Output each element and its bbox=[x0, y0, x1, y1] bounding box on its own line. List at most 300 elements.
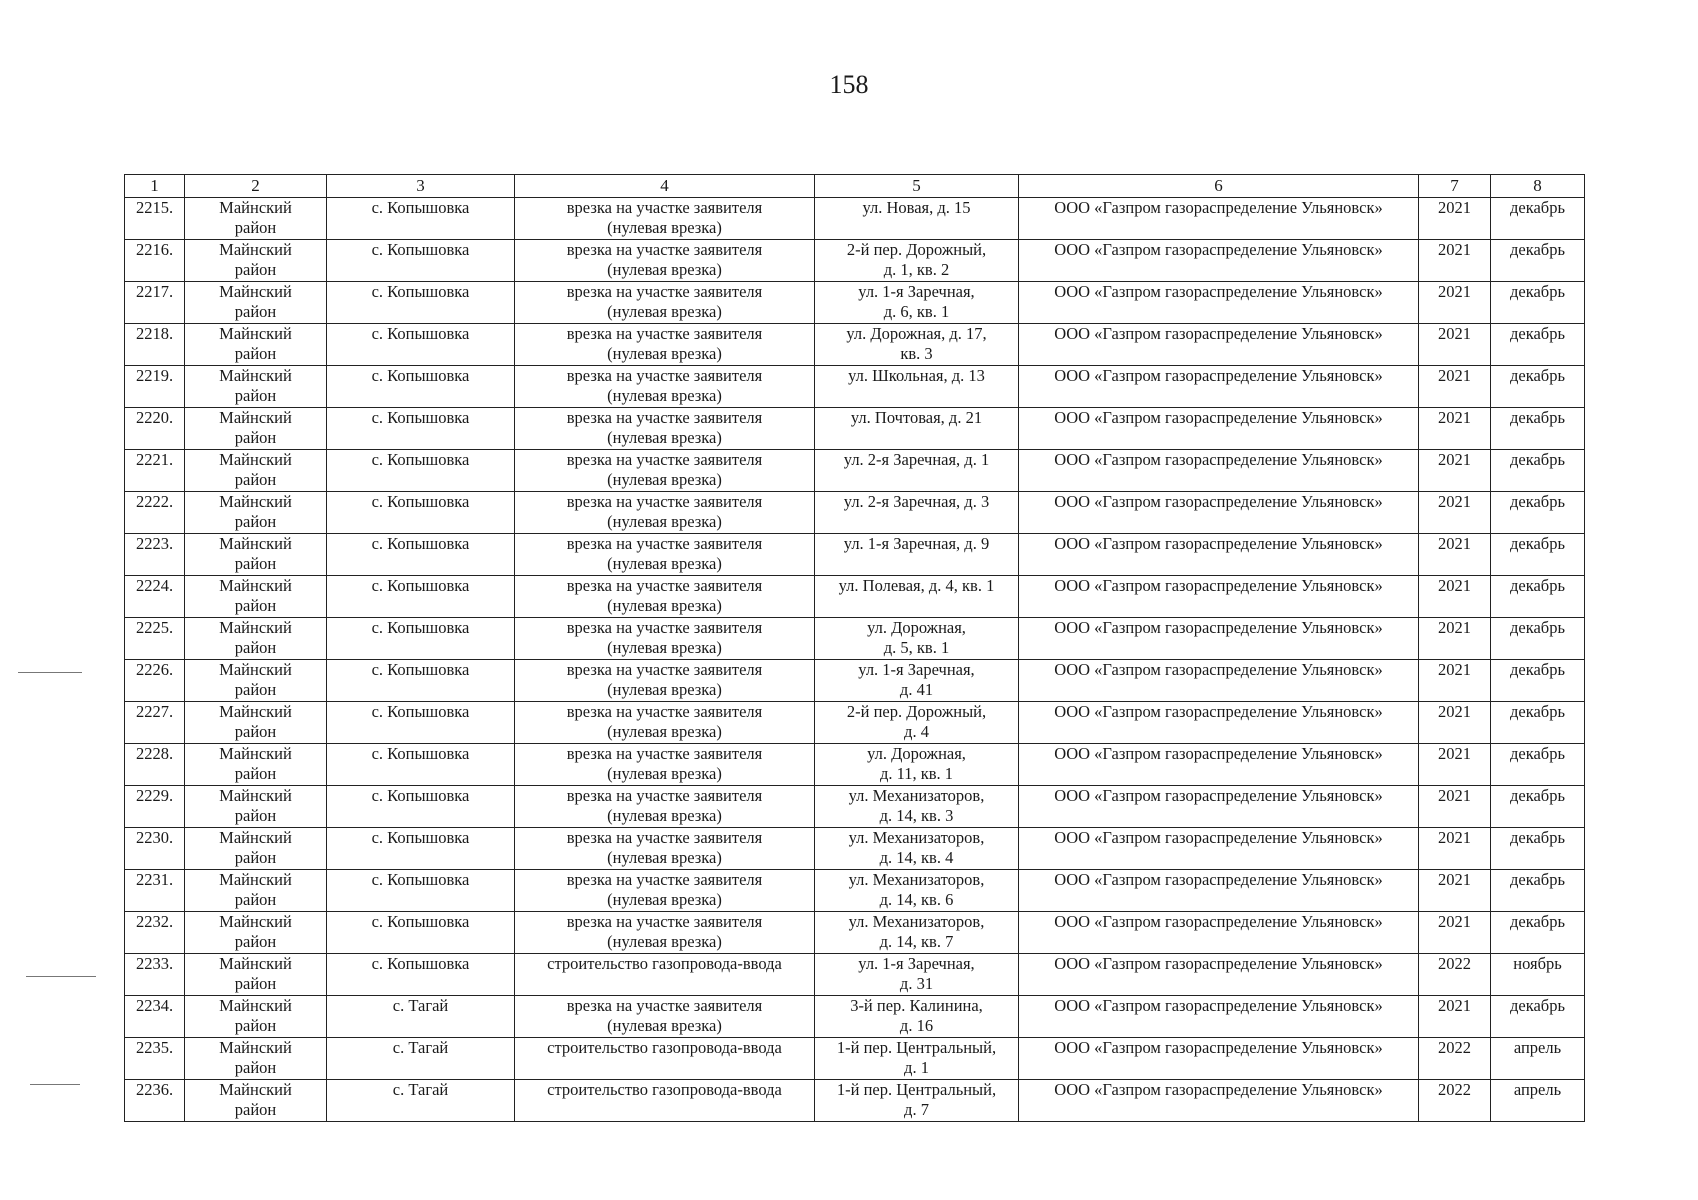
cell-month: декабрь bbox=[1491, 450, 1585, 492]
cell-organization: ООО «Газпром газораспределение Ульяновск» bbox=[1019, 828, 1419, 870]
cell-address bbox=[815, 870, 1019, 912]
work-line: врезка на участке заявителя bbox=[566, 240, 763, 259]
address-line: д. 41 bbox=[899, 680, 934, 699]
cell-locality: с. Копышовка bbox=[327, 198, 515, 240]
cell-address bbox=[815, 912, 1019, 954]
cell-year: 2022 bbox=[1419, 1038, 1491, 1080]
work-line: врезка на участке заявителя bbox=[566, 366, 763, 385]
col-header: 7 bbox=[1419, 175, 1491, 198]
cell-organization: ООО «Газпром газораспределение Ульяновск» bbox=[1019, 576, 1419, 618]
col-header: 5 bbox=[815, 175, 1019, 198]
table-row bbox=[125, 702, 1585, 744]
work-line: (нулевая врезка) bbox=[607, 596, 722, 615]
address-line: ул. 1-я Заречная, д. 9 bbox=[843, 534, 990, 553]
address-line: ул. Механизаторов, bbox=[848, 870, 985, 889]
cell-year: 2021 bbox=[1419, 534, 1491, 576]
address-line: д. 6, кв. 1 bbox=[883, 302, 950, 321]
work-line: врезка на участке заявителя bbox=[566, 618, 763, 637]
cell-organization: ООО «Газпром газораспределение Ульяновск» bbox=[1019, 996, 1419, 1038]
cell-district bbox=[185, 492, 327, 534]
cell-number: 2221. bbox=[125, 450, 185, 492]
page-number: 158 bbox=[829, 70, 869, 99]
cell-district bbox=[185, 660, 327, 702]
work-line: (нулевая врезка) bbox=[607, 512, 722, 531]
cell-work-type bbox=[515, 450, 815, 492]
table-row bbox=[125, 744, 1585, 786]
table-row bbox=[125, 324, 1585, 366]
table-row bbox=[125, 282, 1585, 324]
cell-district bbox=[185, 198, 327, 240]
cell-address bbox=[815, 618, 1019, 660]
work-line: (нулевая врезка) bbox=[607, 428, 722, 447]
cell-year: 2021 bbox=[1419, 870, 1491, 912]
cell-address bbox=[815, 954, 1019, 996]
district-line: Майнский bbox=[219, 912, 292, 931]
cell-organization: ООО «Газпром газораспределение Ульяновск» bbox=[1019, 912, 1419, 954]
cell-address bbox=[815, 702, 1019, 744]
district-line: район bbox=[234, 764, 277, 783]
work-line: строительство газопровода-ввода bbox=[547, 954, 782, 973]
cell-address bbox=[815, 492, 1019, 534]
cell-locality: с. Копышовка bbox=[327, 450, 515, 492]
table-row bbox=[125, 618, 1585, 660]
address-line: д. 7 bbox=[904, 1100, 929, 1119]
cell-locality: с. Копышовка bbox=[327, 744, 515, 786]
cell-number: 2225. bbox=[125, 618, 185, 660]
address-line: ул. Дорожная, bbox=[867, 744, 966, 763]
cell-year: 2021 bbox=[1419, 702, 1491, 744]
address-line: 2-й пер. Дорожный, bbox=[846, 702, 987, 721]
cell-work-type bbox=[515, 324, 815, 366]
work-line: врезка на участке заявителя bbox=[566, 786, 763, 805]
cell-address bbox=[815, 450, 1019, 492]
district-line: Майнский bbox=[219, 366, 292, 385]
cell-number: 2218. bbox=[125, 324, 185, 366]
cell-address bbox=[815, 1080, 1019, 1122]
cell-month: апрель bbox=[1491, 1080, 1585, 1122]
work-line: (нулевая врезка) bbox=[607, 932, 722, 951]
address-line: ул. Механизаторов, bbox=[848, 786, 985, 805]
table-row bbox=[125, 954, 1585, 996]
cell-work-type bbox=[515, 198, 815, 240]
cell-work-type bbox=[515, 786, 815, 828]
cell-number: 2230. bbox=[125, 828, 185, 870]
cell-locality: с. Копышовка bbox=[327, 366, 515, 408]
work-line: (нулевая врезка) bbox=[607, 470, 722, 489]
cell-month: ноябрь bbox=[1491, 954, 1585, 996]
cell-year: 2021 bbox=[1419, 660, 1491, 702]
scan-mark bbox=[30, 1084, 80, 1085]
district-line: Майнский bbox=[219, 1038, 292, 1057]
cell-address bbox=[815, 660, 1019, 702]
district-line: Майнский bbox=[219, 660, 292, 679]
address-line: ул. Дорожная, д. 17, bbox=[846, 324, 987, 343]
cell-district bbox=[185, 282, 327, 324]
cell-month: декабрь bbox=[1491, 702, 1585, 744]
table-row bbox=[125, 198, 1585, 240]
address-line: ул. 2-я Заречная, д. 1 bbox=[843, 450, 990, 469]
cell-number: 2223. bbox=[125, 534, 185, 576]
cell-district bbox=[185, 996, 327, 1038]
address-line: ул. Почтовая, д. 21 bbox=[850, 408, 983, 427]
district-line: район bbox=[234, 722, 277, 741]
cell-district bbox=[185, 408, 327, 450]
cell-month: декабрь bbox=[1491, 576, 1585, 618]
cell-number: 2215. bbox=[125, 198, 185, 240]
district-line: район bbox=[234, 470, 277, 489]
cell-year: 2021 bbox=[1419, 744, 1491, 786]
work-line: строительство газопровода-ввода bbox=[547, 1080, 782, 1099]
work-line: (нулевая врезка) bbox=[607, 386, 722, 405]
work-line: (нулевая врезка) bbox=[607, 218, 722, 237]
cell-year: 2021 bbox=[1419, 240, 1491, 282]
cell-number: 2227. bbox=[125, 702, 185, 744]
cell-organization: ООО «Газпром газораспределение Ульяновск» bbox=[1019, 366, 1419, 408]
table-row bbox=[125, 912, 1585, 954]
cell-address bbox=[815, 198, 1019, 240]
district-line: район bbox=[234, 1016, 277, 1035]
address-line: ул. 2-я Заречная, д. 3 bbox=[843, 492, 990, 511]
work-line: (нулевая врезка) bbox=[607, 806, 722, 825]
col-header: 4 bbox=[515, 175, 815, 198]
cell-district bbox=[185, 324, 327, 366]
register-table bbox=[124, 174, 1585, 1122]
cell-month: декабрь bbox=[1491, 240, 1585, 282]
work-line: врезка на участке заявителя bbox=[566, 576, 763, 595]
address-line: 3-й пер. Калинина, bbox=[850, 996, 983, 1015]
address-line: д. 1 bbox=[904, 1058, 929, 1077]
district-line: Майнский bbox=[219, 786, 292, 805]
table-row bbox=[125, 660, 1585, 702]
cell-address bbox=[815, 324, 1019, 366]
address-line: д. 14, кв. 3 bbox=[879, 806, 954, 825]
address-line: д. 14, кв. 6 bbox=[879, 890, 954, 909]
work-line: врезка на участке заявителя bbox=[566, 198, 763, 217]
district-line: Майнский bbox=[219, 1080, 292, 1099]
cell-organization: ООО «Газпром газораспределение Ульяновск» bbox=[1019, 324, 1419, 366]
address-line: д. 14, кв. 4 bbox=[879, 848, 954, 867]
address-line: ул. Механизаторов, bbox=[848, 828, 985, 847]
work-line: врезка на участке заявителя bbox=[566, 870, 763, 889]
cell-number: 2222. bbox=[125, 492, 185, 534]
address-line: ул. 1-я Заречная, bbox=[858, 282, 975, 301]
cell-number: 2224. bbox=[125, 576, 185, 618]
table-row bbox=[125, 576, 1585, 618]
cell-number: 2232. bbox=[125, 912, 185, 954]
cell-district bbox=[185, 450, 327, 492]
district-line: Майнский bbox=[219, 198, 292, 217]
cell-month: декабрь bbox=[1491, 996, 1585, 1038]
work-line: (нулевая врезка) bbox=[607, 1016, 722, 1035]
cell-locality: с. Тагай bbox=[327, 1038, 515, 1080]
cell-organization: ООО «Газпром газораспределение Ульяновск» bbox=[1019, 198, 1419, 240]
cell-organization: ООО «Газпром газораспределение Ульяновск» bbox=[1019, 408, 1419, 450]
district-line: район bbox=[234, 890, 277, 909]
cell-month: декабрь bbox=[1491, 198, 1585, 240]
cell-month: декабрь bbox=[1491, 282, 1585, 324]
cell-address bbox=[815, 786, 1019, 828]
cell-address bbox=[815, 576, 1019, 618]
cell-locality: с. Копышовка bbox=[327, 660, 515, 702]
cell-organization: ООО «Газпром газораспределение Ульяновск» bbox=[1019, 492, 1419, 534]
cell-work-type bbox=[515, 828, 815, 870]
cell-address bbox=[815, 282, 1019, 324]
cell-number: 2233. bbox=[125, 954, 185, 996]
cell-number: 2226. bbox=[125, 660, 185, 702]
cell-locality: с. Тагай bbox=[327, 996, 515, 1038]
cell-organization: ООО «Газпром газораспределение Ульяновск» bbox=[1019, 282, 1419, 324]
cell-organization: ООО «Газпром газораспределение Ульяновск» bbox=[1019, 870, 1419, 912]
cell-organization: ООО «Газпром газораспределение Ульяновск» bbox=[1019, 1080, 1419, 1122]
address-line: ул. Новая, д. 15 bbox=[862, 198, 971, 217]
district-line: Майнский bbox=[219, 324, 292, 343]
table-row bbox=[125, 786, 1585, 828]
cell-year: 2021 bbox=[1419, 450, 1491, 492]
work-line: врезка на участке заявителя bbox=[566, 702, 763, 721]
work-line: (нулевая врезка) bbox=[607, 680, 722, 699]
district-line: Майнский bbox=[219, 408, 292, 427]
address-line: ул. Механизаторов, bbox=[848, 912, 985, 931]
address-line: д. 11, кв. 1 bbox=[879, 764, 954, 783]
table-row bbox=[125, 240, 1585, 282]
cell-year: 2022 bbox=[1419, 1080, 1491, 1122]
work-line: (нулевая врезка) bbox=[607, 764, 722, 783]
cell-work-type bbox=[515, 702, 815, 744]
district-line: район bbox=[234, 344, 277, 363]
district-line: район bbox=[234, 1058, 277, 1077]
cell-district bbox=[185, 702, 327, 744]
cell-month: декабрь bbox=[1491, 912, 1585, 954]
work-line: врезка на участке заявителя bbox=[566, 450, 763, 469]
cell-number: 2220. bbox=[125, 408, 185, 450]
cell-year: 2021 bbox=[1419, 492, 1491, 534]
cell-year: 2021 bbox=[1419, 198, 1491, 240]
work-line: (нулевая врезка) bbox=[607, 344, 722, 363]
district-line: Майнский bbox=[219, 870, 292, 889]
district-line: район bbox=[234, 218, 277, 237]
scan-mark bbox=[18, 672, 82, 673]
cell-address bbox=[815, 996, 1019, 1038]
cell-number: 2234. bbox=[125, 996, 185, 1038]
table-row bbox=[125, 366, 1585, 408]
cell-number: 2219. bbox=[125, 366, 185, 408]
work-line: (нулевая врезка) bbox=[607, 848, 722, 867]
cell-organization: ООО «Газпром газораспределение Ульяновск» bbox=[1019, 618, 1419, 660]
cell-year: 2022 bbox=[1419, 954, 1491, 996]
cell-work-type bbox=[515, 744, 815, 786]
cell-number: 2235. bbox=[125, 1038, 185, 1080]
cell-locality: с. Копышовка bbox=[327, 408, 515, 450]
cell-work-type bbox=[515, 366, 815, 408]
address-line: 2-й пер. Дорожный, bbox=[846, 240, 987, 259]
cell-district bbox=[185, 744, 327, 786]
cell-locality: с. Копышовка bbox=[327, 282, 515, 324]
cell-year: 2021 bbox=[1419, 912, 1491, 954]
district-line: район bbox=[234, 596, 277, 615]
col-header: 6 bbox=[1019, 175, 1419, 198]
address-line: д. 5, кв. 1 bbox=[883, 638, 950, 657]
col-header: 1 bbox=[125, 175, 185, 198]
cell-district bbox=[185, 618, 327, 660]
district-line: Майнский bbox=[219, 744, 292, 763]
work-line: врезка на участке заявителя bbox=[566, 408, 763, 427]
cell-month: декабрь bbox=[1491, 786, 1585, 828]
cell-locality: с. Копышовка bbox=[327, 786, 515, 828]
address-line: 1-й пер. Центральный, bbox=[836, 1080, 997, 1099]
cell-year: 2021 bbox=[1419, 324, 1491, 366]
table-row bbox=[125, 534, 1585, 576]
district-line: Майнский bbox=[219, 240, 292, 259]
address-line: д. 14, кв. 7 bbox=[879, 932, 954, 951]
cell-month: декабрь bbox=[1491, 828, 1585, 870]
cell-address bbox=[815, 366, 1019, 408]
district-line: район bbox=[234, 680, 277, 699]
district-line: район bbox=[234, 932, 277, 951]
cell-district bbox=[185, 240, 327, 282]
cell-organization: ООО «Газпром газораспределение Ульяновск» bbox=[1019, 744, 1419, 786]
work-line: (нулевая врезка) bbox=[607, 890, 722, 909]
cell-year: 2021 bbox=[1419, 828, 1491, 870]
cell-address bbox=[815, 828, 1019, 870]
table-row bbox=[125, 450, 1585, 492]
cell-work-type bbox=[515, 492, 815, 534]
cell-work-type bbox=[515, 282, 815, 324]
cell-work-type bbox=[515, 408, 815, 450]
address-line: ул. 1-я Заречная, bbox=[858, 954, 975, 973]
district-line: Майнский bbox=[219, 282, 292, 301]
table-row bbox=[125, 1038, 1585, 1080]
work-line: (нулевая врезка) bbox=[607, 638, 722, 657]
cell-district bbox=[185, 912, 327, 954]
district-line: район bbox=[234, 260, 277, 279]
cell-locality: с. Копышовка bbox=[327, 828, 515, 870]
cell-organization: ООО «Газпром газораспределение Ульяновск» bbox=[1019, 534, 1419, 576]
district-line: Майнский bbox=[219, 702, 292, 721]
work-line: врезка на участке заявителя bbox=[566, 660, 763, 679]
cell-month: декабрь bbox=[1491, 618, 1585, 660]
district-line: Майнский bbox=[219, 828, 292, 847]
cell-organization: ООО «Газпром газораспределение Ульяновск» bbox=[1019, 954, 1419, 996]
work-line: врезка на участке заявителя bbox=[566, 324, 763, 343]
cell-work-type bbox=[515, 996, 815, 1038]
district-line: Майнский bbox=[219, 996, 292, 1015]
district-line: район bbox=[234, 806, 277, 825]
district-line: район bbox=[234, 512, 277, 531]
work-line: врезка на участке заявителя bbox=[566, 492, 763, 511]
cell-organization: ООО «Газпром газораспределение Ульяновск» bbox=[1019, 450, 1419, 492]
district-line: Майнский bbox=[219, 492, 292, 511]
address-line: 1-й пер. Центральный, bbox=[836, 1038, 997, 1057]
cell-organization: ООО «Газпром газораспределение Ульяновск» bbox=[1019, 240, 1419, 282]
cell-work-type bbox=[515, 1080, 815, 1122]
district-line: Майнский bbox=[219, 618, 292, 637]
cell-month: декабрь bbox=[1491, 744, 1585, 786]
cell-locality: с. Копышовка bbox=[327, 534, 515, 576]
cell-work-type bbox=[515, 534, 815, 576]
cell-organization: ООО «Газпром газораспределение Ульяновск» bbox=[1019, 786, 1419, 828]
cell-address bbox=[815, 1038, 1019, 1080]
district-line: район bbox=[234, 554, 277, 573]
district-line: район bbox=[234, 428, 277, 447]
address-line: кв. 3 bbox=[900, 344, 933, 363]
col-header: 8 bbox=[1491, 175, 1585, 198]
col-header: 2 bbox=[185, 175, 327, 198]
district-line: Майнский bbox=[219, 576, 292, 595]
address-line: ул. Дорожная, bbox=[867, 618, 966, 637]
cell-locality: с. Копышовка bbox=[327, 912, 515, 954]
cell-locality: с. Копышовка bbox=[327, 618, 515, 660]
district-line: Майнский bbox=[219, 534, 292, 553]
cell-month: декабрь bbox=[1491, 660, 1585, 702]
cell-month: декабрь bbox=[1491, 324, 1585, 366]
district-line: район bbox=[234, 848, 277, 867]
address-line: ул. Школьная, д. 13 bbox=[848, 366, 985, 385]
col-header: 3 bbox=[327, 175, 515, 198]
cell-address bbox=[815, 744, 1019, 786]
cell-month: декабрь bbox=[1491, 534, 1585, 576]
table-row bbox=[125, 996, 1585, 1038]
cell-work-type bbox=[515, 660, 815, 702]
work-line: врезка на участке заявителя bbox=[566, 828, 763, 847]
cell-work-type bbox=[515, 1038, 815, 1080]
cell-locality: с. Копышовка bbox=[327, 702, 515, 744]
cell-year: 2021 bbox=[1419, 366, 1491, 408]
cell-locality: с. Копышовка bbox=[327, 492, 515, 534]
table-row bbox=[125, 828, 1585, 870]
cell-district bbox=[185, 954, 327, 996]
cell-district bbox=[185, 1038, 327, 1080]
cell-address bbox=[815, 408, 1019, 450]
cell-work-type bbox=[515, 618, 815, 660]
cell-locality: с. Копышовка bbox=[327, 324, 515, 366]
cell-district bbox=[185, 534, 327, 576]
cell-number: 2228. bbox=[125, 744, 185, 786]
work-line: (нулевая врезка) bbox=[607, 260, 722, 279]
cell-number: 2217. bbox=[125, 282, 185, 324]
address-line: д. 1, кв. 2 bbox=[883, 260, 950, 279]
cell-work-type bbox=[515, 576, 815, 618]
cell-locality: с. Тагай bbox=[327, 1080, 515, 1122]
address-line: д. 31 bbox=[899, 974, 934, 993]
cell-work-type bbox=[515, 870, 815, 912]
cell-year: 2021 bbox=[1419, 282, 1491, 324]
cell-year: 2021 bbox=[1419, 786, 1491, 828]
table-row bbox=[125, 870, 1585, 912]
address-line: д. 16 bbox=[899, 1016, 934, 1035]
cell-month: апрель bbox=[1491, 1038, 1585, 1080]
cell-year: 2021 bbox=[1419, 408, 1491, 450]
work-line: врезка на участке заявителя bbox=[566, 996, 763, 1015]
header-row bbox=[125, 175, 1585, 198]
cell-address bbox=[815, 240, 1019, 282]
cell-address bbox=[815, 534, 1019, 576]
cell-work-type bbox=[515, 954, 815, 996]
cell-month: декабрь bbox=[1491, 366, 1585, 408]
cell-organization: ООО «Газпром газораспределение Ульяновск» bbox=[1019, 702, 1419, 744]
work-line: врезка на участке заявителя bbox=[566, 744, 763, 763]
work-line: (нулевая врезка) bbox=[607, 554, 722, 573]
cell-locality: с. Копышовка bbox=[327, 576, 515, 618]
district-line: район bbox=[234, 302, 277, 321]
table-row bbox=[125, 408, 1585, 450]
cell-locality: с. Копышовка bbox=[327, 240, 515, 282]
address-line: д. 4 bbox=[904, 722, 929, 741]
district-line: Майнский bbox=[219, 450, 292, 469]
scan-mark bbox=[26, 976, 96, 977]
work-line: врезка на участке заявителя bbox=[566, 534, 763, 553]
cell-organization: ООО «Газпром газораспределение Ульяновск» bbox=[1019, 1038, 1419, 1080]
cell-number: 2216. bbox=[125, 240, 185, 282]
